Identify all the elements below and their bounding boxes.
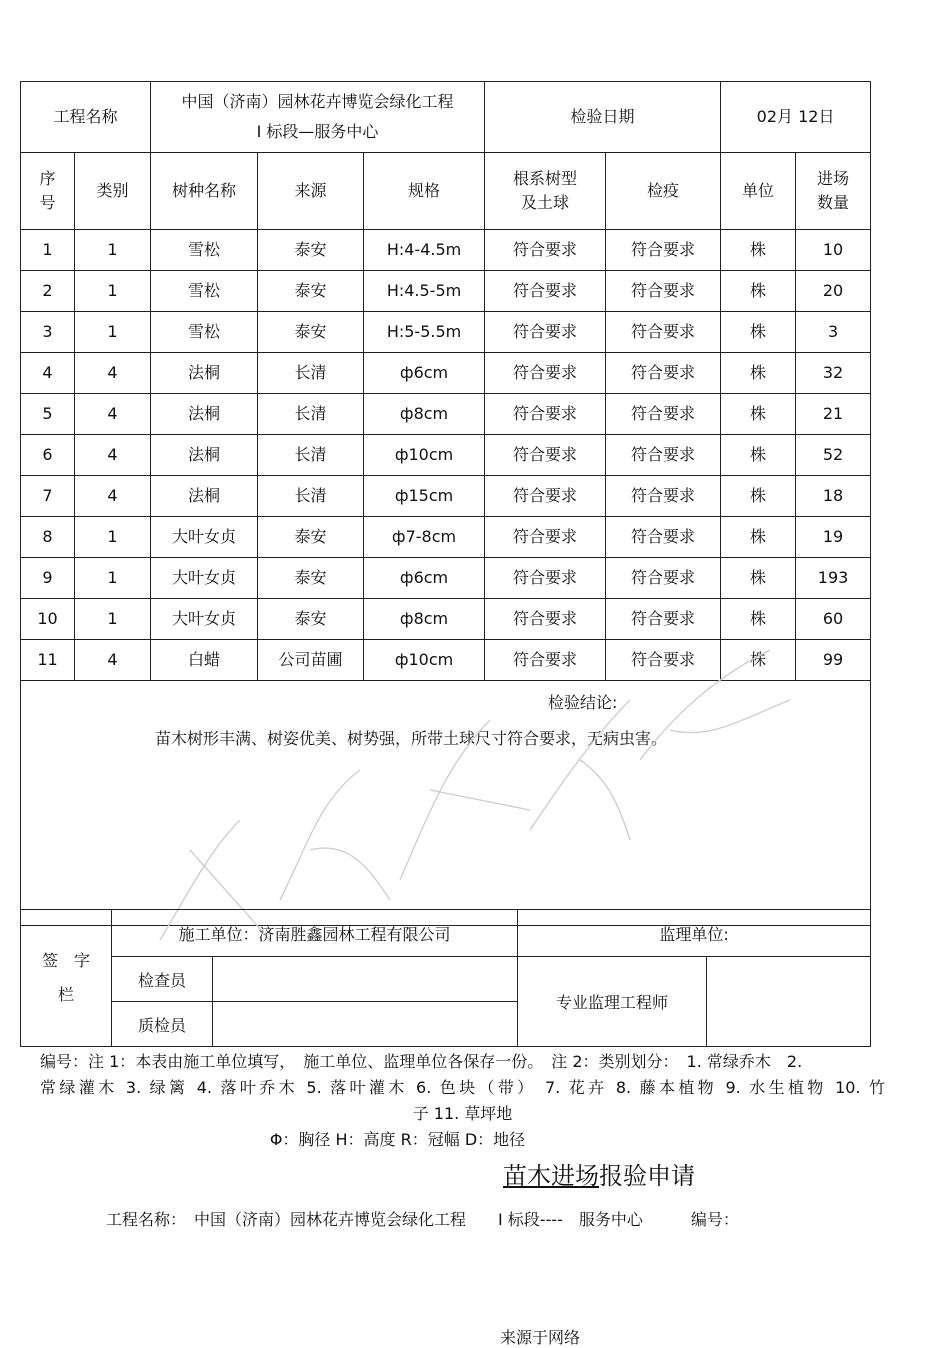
table-row [21, 476, 871, 517]
cell-seq: 10 [21, 599, 75, 640]
cell-root: 符合要求 [485, 353, 606, 394]
table-row [21, 312, 871, 353]
cell-seq: 11 [21, 640, 75, 681]
cell-root: 符合要求 [485, 476, 606, 517]
cell-cat: 4 [75, 476, 151, 517]
cell-species: 法桐 [151, 435, 258, 476]
col-unit: 单位 [721, 153, 796, 230]
cell-root: 符合要求 [485, 517, 606, 558]
cell-root: 符合要求 [485, 271, 606, 312]
cell-quarantine: 符合要求 [606, 558, 721, 599]
cell-unit: 株 [721, 394, 796, 435]
cell-unit: 株 [721, 517, 796, 558]
cell-source: 长清 [258, 394, 364, 435]
cell-source: 泰安 [258, 558, 364, 599]
table-row [21, 517, 871, 558]
conclusion-cell [21, 681, 871, 926]
conclusion-title: 检验结论: [548, 693, 618, 712]
notes [40, 1049, 885, 1153]
col-seq-line2: 号 [39, 193, 56, 212]
conclusion-text: 苗木树形丰满、树姿优美、树势强，所带土球尺寸符合要求，无病虫害。 [155, 729, 668, 748]
cell-unit: 株 [721, 353, 796, 394]
signature-label-line1: 签 字 [41, 951, 90, 970]
cell-spec: ф15cm [364, 476, 485, 517]
cell-cat: 4 [75, 640, 151, 681]
notes-line1: 编号：注 1：本表由施工单位填写， 施工单位、监理单位各保存一份。 注 2：类别划分： 1. 常绿乔木 2. [40, 1052, 803, 1071]
cell-qty: 52 [796, 435, 871, 476]
inspection-table [20, 81, 871, 926]
cell-root: 符合要求 [485, 435, 606, 476]
cell-seq: 9 [21, 558, 75, 599]
cell-cat: 1 [75, 312, 151, 353]
col-seq-line1: 序 [39, 169, 56, 188]
cell-quarantine: 符合要求 [606, 230, 721, 271]
col-root-line2: 及土球 [521, 193, 570, 212]
cell-source: 泰安 [258, 271, 364, 312]
col-qty-line1: 进场 [817, 169, 850, 188]
cell-seq: 7 [21, 476, 75, 517]
cell-species: 大叶女贞 [151, 558, 258, 599]
cell-root: 符合要求 [485, 599, 606, 640]
cell-seq: 4 [21, 353, 75, 394]
col-species: 树种名称 [151, 153, 258, 230]
project-name-value [151, 82, 485, 153]
quality-inspector-label: 质检员 [112, 1002, 213, 1047]
cell-unit: 株 [721, 640, 796, 681]
col-seq [21, 153, 75, 230]
cell-unit: 株 [721, 230, 796, 271]
cell-quarantine: 符合要求 [606, 271, 721, 312]
inspector-signature [213, 957, 518, 1002]
cell-unit: 株 [721, 476, 796, 517]
request-title [503, 1156, 695, 1191]
cell-spec: H:4.5-5m [364, 271, 485, 312]
cell-cat: 1 [75, 517, 151, 558]
signature-label-line2: 栏 [57, 985, 74, 1004]
cell-unit: 株 [721, 435, 796, 476]
cell-source: 长清 [258, 353, 364, 394]
inspector-label: 检查员 [112, 957, 213, 1002]
cell-quarantine: 符合要求 [606, 312, 721, 353]
cell-seq: 6 [21, 435, 75, 476]
cell-source: 泰安 [258, 517, 364, 558]
cell-spec: ф10cm [364, 435, 485, 476]
cell-source: 泰安 [258, 599, 364, 640]
request-title-underlined: 苗木进场 [503, 1162, 599, 1190]
inspection-date-value: 02月 12日 [721, 82, 871, 153]
col-quarantine: 检疫 [606, 153, 721, 230]
cell-quarantine: 符合要求 [606, 435, 721, 476]
project-name-label: 工程名称 [21, 82, 151, 153]
cell-seq: 1 [21, 230, 75, 271]
cell-qty: 32 [796, 353, 871, 394]
table-row [21, 640, 871, 681]
engineer-signature [707, 957, 871, 1047]
cell-species: 法桐 [151, 394, 258, 435]
signature-column-label [21, 910, 112, 1047]
col-source: 来源 [258, 153, 364, 230]
col-category: 类别 [75, 153, 151, 230]
project-name-line2: Ⅰ 标段—服务中心 [256, 122, 379, 141]
cell-spec: H:5-5.5m [364, 312, 485, 353]
cell-qty: 193 [796, 558, 871, 599]
request-title-rest: 报验申请 [599, 1162, 695, 1190]
cell-seq: 5 [21, 394, 75, 435]
cell-quarantine: 符合要求 [606, 394, 721, 435]
signature-table [20, 909, 871, 1047]
cell-spec: ф6cm [364, 558, 485, 599]
cell-quarantine: 符合要求 [606, 517, 721, 558]
cell-spec: H:4-4.5m [364, 230, 485, 271]
table-row [21, 599, 871, 640]
cell-unit: 株 [721, 599, 796, 640]
cell-qty: 3 [796, 312, 871, 353]
cell-spec: ф8cm [364, 394, 485, 435]
cell-qty: 18 [796, 476, 871, 517]
table-row [21, 558, 871, 599]
cell-species: 雪松 [151, 312, 258, 353]
cell-spec: ф6cm [364, 353, 485, 394]
cell-root: 符合要求 [485, 312, 606, 353]
cell-seq: 8 [21, 517, 75, 558]
cell-cat: 4 [75, 394, 151, 435]
project-name-line1: 中国（济南）园林花卉博览会绿化工程 [181, 92, 454, 111]
cell-seq: 3 [21, 312, 75, 353]
cell-cat: 1 [75, 230, 151, 271]
col-root-line1: 根系树型 [513, 169, 578, 188]
cell-spec: ф10cm [364, 640, 485, 681]
col-qty [796, 153, 871, 230]
cell-qty: 19 [796, 517, 871, 558]
cell-qty: 20 [796, 271, 871, 312]
notes-line4: Φ：胸径 H：高度 R：冠幅 D：地径 [269, 1130, 526, 1149]
cell-species: 雪松 [151, 271, 258, 312]
cell-cat: 4 [75, 353, 151, 394]
notes-line3: 子 11. 草坪地 [412, 1104, 513, 1123]
col-spec: 规格 [364, 153, 485, 230]
request-project-line: 工程名称： 中国（济南）园林花卉博览会绿化工程 Ⅰ 标段---- 服务中心 编号： [106, 1210, 739, 1229]
cell-quarantine: 符合要求 [606, 476, 721, 517]
cell-qty: 21 [796, 394, 871, 435]
cell-species: 法桐 [151, 476, 258, 517]
table-row [21, 435, 871, 476]
cell-source: 长清 [258, 435, 364, 476]
cell-qty: 99 [796, 640, 871, 681]
cell-unit: 株 [721, 558, 796, 599]
cell-source: 泰安 [258, 230, 364, 271]
supervisor-cell: 监理单位: [518, 910, 871, 957]
notes-line2: 常绿灌木 3. 绿篱 4. 落叶乔木 5. 落叶灌木 6. 色块（带） 7. 花卉 8. 藤本植物 9. 水生植物 10. 竹 [40, 1078, 885, 1097]
cell-root: 符合要求 [485, 558, 606, 599]
cell-spec: ф7-8cm [364, 517, 485, 558]
cell-quarantine: 符合要求 [606, 599, 721, 640]
cell-source: 长清 [258, 476, 364, 517]
cell-source: 公司苗圃 [258, 640, 364, 681]
table-row [21, 353, 871, 394]
col-qty-line2: 数量 [817, 193, 850, 212]
cell-source: 泰安 [258, 312, 364, 353]
cell-root: 符合要求 [485, 640, 606, 681]
column-header-row [21, 153, 871, 230]
inspection-date-label: 检验日期 [485, 82, 721, 153]
contractor-cell: 施工单位：济南胜鑫园林工程有限公司 [112, 910, 518, 957]
cell-root: 符合要求 [485, 394, 606, 435]
cell-cat: 4 [75, 435, 151, 476]
cell-qty: 60 [796, 599, 871, 640]
table-row [21, 230, 871, 271]
cell-quarantine: 符合要求 [606, 640, 721, 681]
cell-unit: 株 [721, 271, 796, 312]
cell-species: 雪松 [151, 230, 258, 271]
cell-cat: 1 [75, 558, 151, 599]
cell-cat: 1 [75, 599, 151, 640]
table-row [21, 271, 871, 312]
cell-qty: 10 [796, 230, 871, 271]
quality-inspector-signature [213, 1002, 518, 1047]
cell-seq: 2 [21, 271, 75, 312]
cell-species: 白蜡 [151, 640, 258, 681]
cell-species: 大叶女贞 [151, 599, 258, 640]
col-root [485, 153, 606, 230]
engineer-label: 专业监理工程师 [518, 957, 707, 1047]
cell-cat: 1 [75, 271, 151, 312]
cell-species: 大叶女贞 [151, 517, 258, 558]
table-row [21, 394, 871, 435]
cell-quarantine: 符合要求 [606, 353, 721, 394]
source-footer: 来源于网络 [500, 1328, 581, 1347]
cell-species: 法桐 [151, 353, 258, 394]
cell-root: 符合要求 [485, 230, 606, 271]
cell-spec: ф8cm [364, 599, 485, 640]
cell-unit: 株 [721, 312, 796, 353]
